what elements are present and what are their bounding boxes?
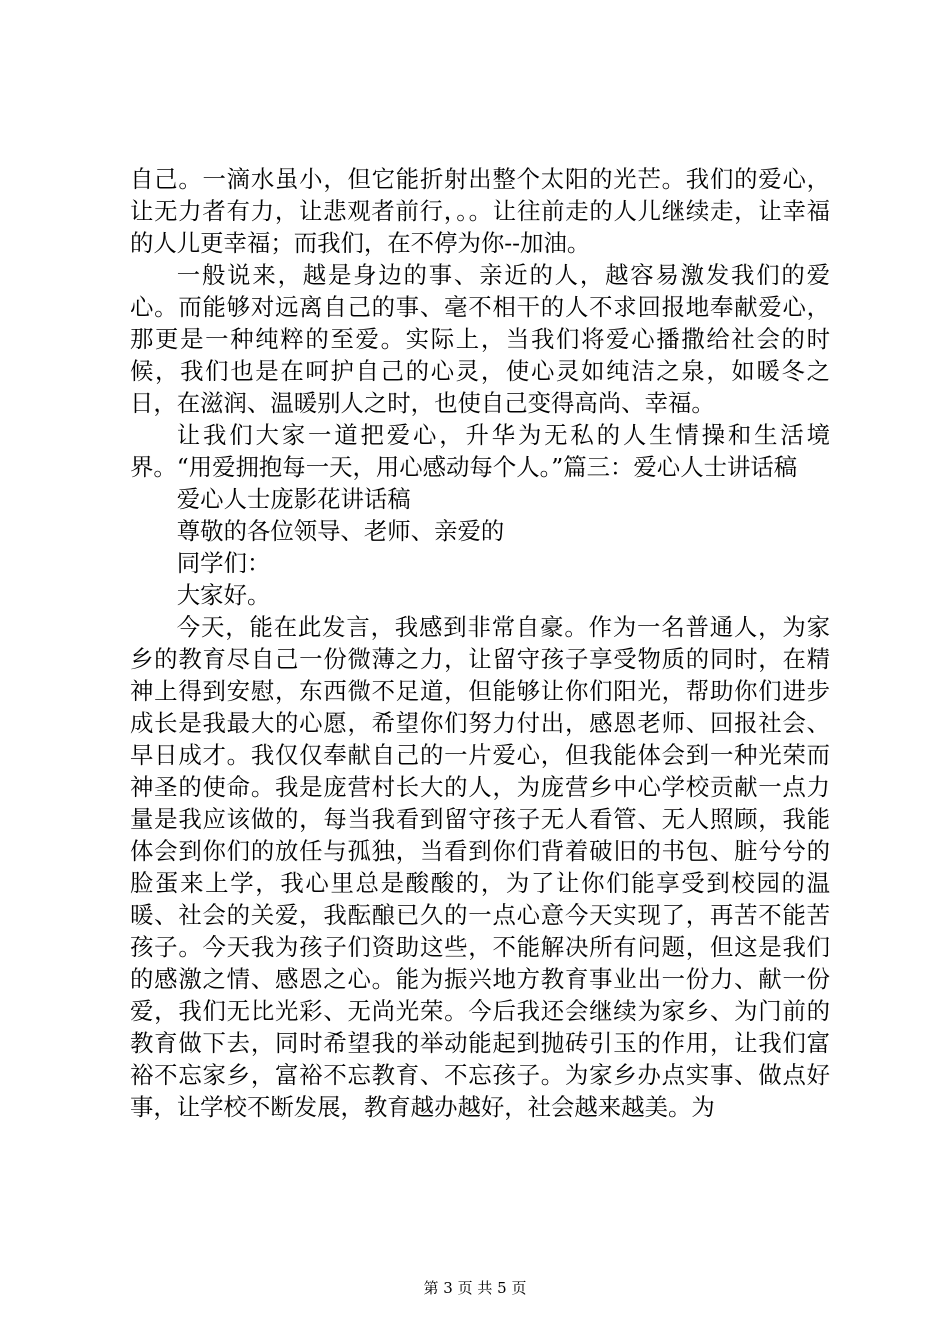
paragraph-love-nearby: 一般说来，越是身边的事、亲近的人，越容易激发我们的爱心。而能够对远离自己的事、毫不相干的人不求回报地奉献爱心，那更是一种纯粹的至爱。实际上，当我们将爱心播撒给社会的时候，我们也是在呵护自己的心灵，使心灵如纯洁之泉，如暖冬之日，在滋润、温暖别人之时，也使自己变得高尚、幸福。 (130, 261, 830, 417)
speech-title: 爱心人士庞影花讲话稿 (176, 485, 411, 513)
paragraph-sublimate-love: 让我们大家一道把爱心，升华为无私的人生情操和生活境界。“用爱拥抱每一天，用心感动每个人。”篇三：爱心人士讲话稿 (130, 421, 830, 481)
salutation-students: 同学们： (176, 549, 271, 577)
page-number-footer: 第 3 页 共 5 页 (423, 1279, 527, 1297)
paragraph-continued: 自己。一滴水虽小，但它能折射出整个太阳的光芒。我们的爱心，让无力者有力，让悲观者前行，。。让往前走的人儿继续走，让幸福的人儿更幸福；而我们，在不停为你--加油。 (130, 165, 830, 257)
salutation-leaders: 尊敬的各位领导、老师、亲爱的 (176, 517, 505, 545)
document-body (130, 163, 830, 1123)
paragraph-speech-body: 今天，能在此发言，我感到非常自豪。作为一名普通人，为家乡的教育尽自己一份微薄之力，让留守孩子享受物质的同时，在精神上得到安慰，东西微不足道，但能够让你们阳光，帮助你们进步成长是我最大的心愿，希望你们努力付出，感恩老师、回报社会、早日成才。我仅仅奉献自己的一片爱心，但我能体会到一种光荣而神圣的使命。我是庞营村长大的人，为庞营乡中心学校贡献一点力量是我应该做的，每当我看到留守孩子无人看管、无人照顾，我能体会到你们的放任与孤独，当看到你们背着破旧的书包、脏兮兮的脸蛋来上学，我心里总是酸酸的，为了让你们能享受到校园的温暖、社会的关爱，我酝酿已久的一点心意今天实现了，再苦不能苦孩子。今天我为孩子们资助这些，不能解决所有问题，但这是我们的感激之情、感恩之心。能为振兴地方教育事业出一份力、献一份爱，我们无比光彩、无尚光荣。今后我还会继续为家乡、为门前的教育做下去，同时希望我的举动能起到抛砖引玉的作用，让我们富裕不忘家乡，富裕不忘教育、不忘孩子。为家乡办点实事、做点好事，让学校不断发展，教育越办越好，社会越来越美。为 (130, 613, 830, 1121)
greeting: 大家好。 (176, 581, 271, 609)
